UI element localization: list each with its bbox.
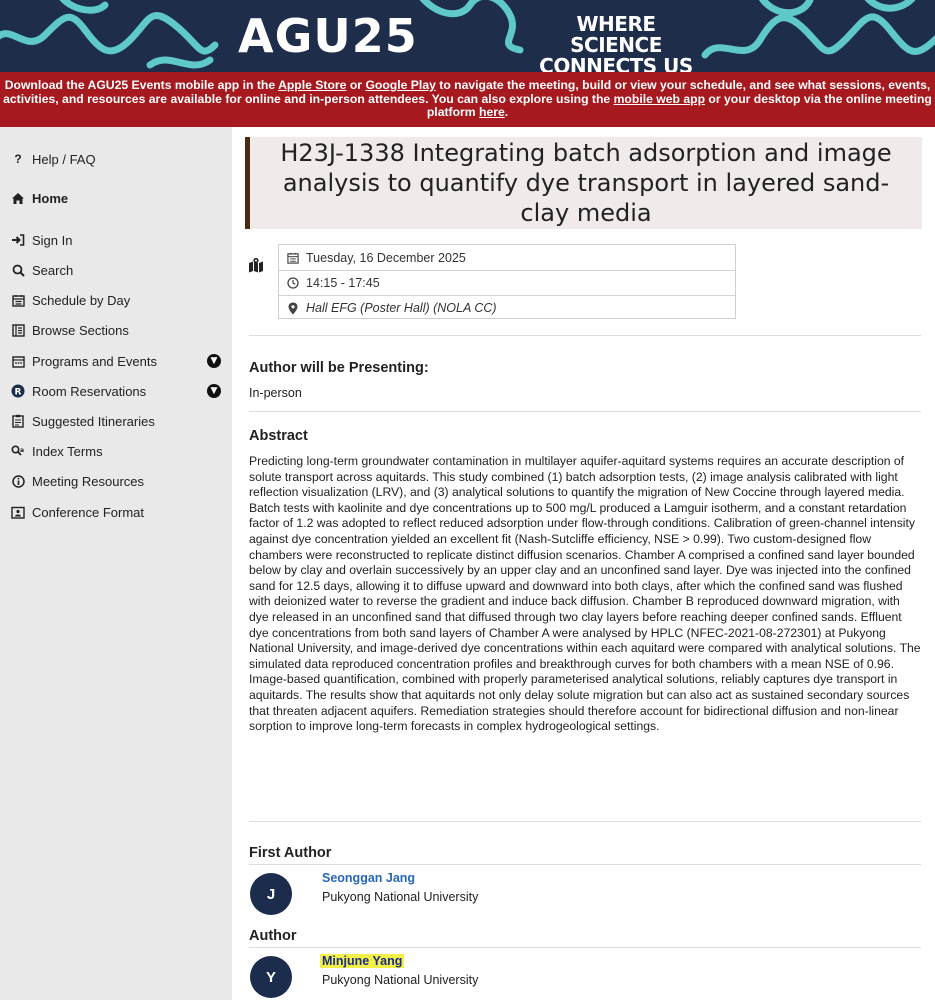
apple-store-link[interactable]: Apple Store [278, 78, 347, 92]
sidebar-item-label: Suggested Itineraries [32, 413, 155, 429]
map-icon[interactable] [248, 257, 264, 273]
banner-text: to navigate the meeting, build or view your schedule, and see what sessions, events, activities, and resources are available for online and in-person attendees. You can also explore using the [3, 78, 931, 106]
session-date: Tuesday, 16 December 2025 [306, 250, 466, 265]
sidebar-item-label: Search [32, 262, 74, 278]
sidebar-item-label: Meeting Resources [32, 473, 144, 489]
tagline-line-1: WHERE SCIENCE [570, 12, 662, 57]
sidebar-item-browse-sections[interactable] [10, 319, 129, 341]
sidebar-item-search[interactable] [10, 259, 73, 281]
tagline-line-2: CONNECTS US [539, 54, 693, 72]
search-icon [10, 262, 26, 278]
programs-icon [10, 353, 26, 369]
chevron-down-icon[interactable]: ▼ [207, 384, 221, 398]
agu25-logo[interactable]: AGU25 [238, 9, 418, 63]
author-affiliation: Pukyong National University [322, 973, 479, 987]
sidebar-item-label: Home [32, 190, 69, 206]
sidebar-item-index-terms[interactable] [10, 440, 103, 462]
sidebar-item-label: Room Reservations [32, 383, 147, 399]
banner-text: Download the AGU25 Events mobile app in the [4, 78, 279, 92]
here-link[interactable]: here [479, 105, 505, 119]
page-title: H23J-1338 Integrating batch adsorption and image analysis to quantify dye transport in layered sand-clay media [280, 139, 892, 227]
calendar-icon [286, 252, 300, 264]
sidebar-item-label: Schedule by Day [32, 292, 131, 308]
calendar-icon [10, 292, 26, 308]
chevron-down-icon[interactable]: ▼ [207, 354, 221, 368]
session-info-box [278, 244, 736, 319]
clipboard-icon [10, 413, 26, 429]
divider [249, 821, 921, 822]
question-icon: ? [14, 152, 22, 166]
divider [249, 947, 921, 948]
date-row [279, 245, 735, 270]
sidebar-item-label: Programs and Events [32, 353, 158, 369]
index-icon [10, 443, 26, 459]
presenting-heading: Author will be Presenting: [249, 360, 429, 376]
sidebar-item-schedule-by-day[interactable] [10, 289, 130, 311]
presenting-value: In-person [249, 386, 302, 400]
abstract-text: Predicting long-term groundwater contamination in multilayer aquifer-aquitard systems requires an accurate description of solute transport across aquitards. This study combined (1) batch adsorption tests, (2) image analysis calibrated with light reflection visualization (LRV), and (3) analytical solutions to quantify the migration of New Coccine through layered media. Batch tests with kaolinite and dye concentrations up to 500 mg/L produced a Lamguir isotherm, and a constant retardation factor of 1.2 was adopted to reflect reduced adsorption under flow-through conditions. Calibration of green-channel intensity against dye concentration yielded an excellent fit (Nash-Sutcliffe efficiency, NSE > 0.99). Two custom-designed flow chambers were reconstructed to replicate distinct diffusion scenarios. Chamber A comprised a confined sand layer bounded below by clay and overlain successively by an upper clay and an unconfined sand layer. Dye was injected into the confined sand for 12.5 days, allowing it to diffuse upward and downward into both clays, after which the confined sand was flushed with deionized water to reverse the gradient and induce back diffusion. Chamber B reproduced downward migration, with dye released in an unconfined sand that diffused through two clay layers before reaching deeper confined sands. Effluent dye concentrations from both sand layers of Chamber A were analysed by HPLC (NFEC-2021-08-272301) at Pukyong National University, and image-derived dye concentrations within each aquitard were compared with analytical solutions. The simulated data reproduced concentration profiles and breakthrough curves for both chambers with a mean NSE of 0.96. Image-based quantification, combined with properly parameterised analytical solutions, reliably captures dye transport in aquitards. The results show that aquitards not only delay solute migration but can also act as sustained secondary sources that threaten adjacent aquifers. Remediation strategies should therefore account for bidirectional diffusion and non-linear sorption to improve long-term forecasts in complex hydrogeological settings. [249, 454, 921, 734]
sidebar-item-meeting-resources[interactable] [10, 470, 144, 492]
first-author-affiliation: Pukyong National University [322, 890, 479, 904]
site-header [0, 0, 935, 72]
app-download-banner [0, 72, 935, 127]
avatar: Y [250, 956, 292, 998]
abstract-title-box [245, 137, 922, 229]
banner-text: . [504, 105, 509, 119]
author-heading: Author [249, 928, 297, 944]
format-icon [10, 504, 26, 520]
sidebar-item-room-reservations[interactable] [10, 380, 146, 402]
divider [249, 864, 921, 865]
sidebar-item-label: Index Terms [32, 443, 103, 459]
sidebar-item-programs-and-events[interactable] [10, 350, 157, 372]
time-row [279, 270, 735, 295]
sidebar-item-suggested-itineraries[interactable] [10, 410, 155, 432]
sidebar-item-help[interactable] [10, 148, 96, 170]
tagline [528, 14, 704, 72]
divider [249, 411, 921, 412]
google-play-link[interactable]: Google Play [365, 78, 436, 92]
sidebar-item-conference-format[interactable] [10, 501, 144, 523]
sidebar-item-home[interactable] [10, 187, 68, 209]
sidebar-item-label: Help / FAQ [32, 151, 96, 167]
author-name-link[interactable]: Minjune Yang [322, 954, 403, 968]
sidebar-item-label: Conference Format [32, 504, 144, 520]
location-pin-icon [286, 302, 300, 315]
home-icon [10, 190, 26, 206]
room-icon [10, 383, 26, 399]
session-location: Hall EFG (Poster Hall) (NOLA CC) [306, 301, 497, 315]
banner-text: or [346, 78, 366, 92]
sidebar [0, 127, 232, 1000]
sign-in-icon [10, 232, 26, 248]
clock-icon [286, 277, 300, 289]
banner-text: or your desktop via the online meeting platform [426, 91, 932, 119]
first-author-heading: First Author [249, 845, 332, 861]
sidebar-item-label: Sign In [32, 232, 73, 248]
sidebar-item-label: Browse Sections [32, 322, 129, 338]
svg-text:a: a [20, 446, 25, 454]
avatar: J [250, 873, 292, 915]
first-author-name-link[interactable]: Seonggan Jang [322, 871, 416, 885]
wave-decoration [0, 0, 935, 72]
browse-icon [10, 322, 26, 338]
location-row[interactable] [279, 295, 735, 320]
abstract-heading: Abstract [249, 428, 308, 444]
sidebar-item-sign-in[interactable] [10, 229, 72, 251]
svg-text:R: R [14, 387, 22, 398]
mobile-web-app-link[interactable]: mobile web app [613, 91, 706, 106]
divider [249, 335, 921, 336]
info-icon [10, 473, 26, 489]
session-time: 14:15 - 17:45 [306, 276, 380, 290]
